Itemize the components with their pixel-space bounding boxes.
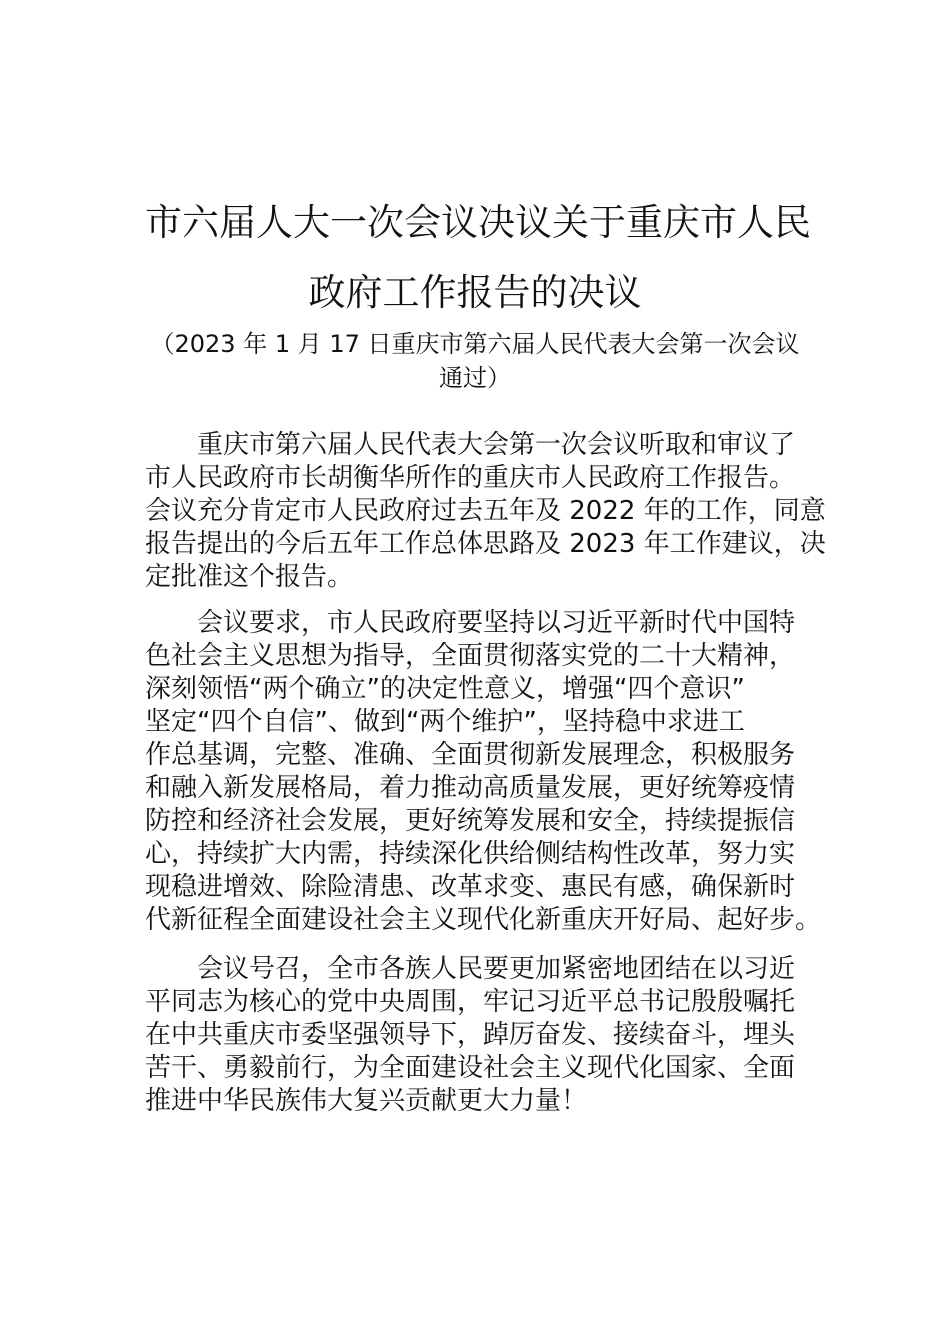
paragraph-line: 作总基调，完整、准确、全面贯彻新发展理念，积极服务 (145, 740, 796, 770)
paragraph-line: 会议号召，全市各族人民要更加紧密地团结在以习近 (197, 954, 796, 984)
paragraph-line: 色社会主义思想为指导，全面贯彻落实党的二十大精神， (145, 641, 796, 671)
paragraph-line: 重庆市第六届人民代表大会第一次会议听取和审议了 (197, 430, 796, 460)
paragraph-line: 会议充分肯定市人民政府过去五年及 2022 年的工作，同意 (145, 496, 826, 526)
paragraph-line: 代新征程全面建设社会主义现代化新重庆开好局、起好步。 (145, 905, 822, 935)
paragraph-1 (145, 429, 826, 594)
paragraph-line: 会议要求，市人民政府要坚持以习近平新时代中国特 (197, 608, 796, 638)
paragraph-line: 报告提出的今后五年工作总体思路及 2023 年工作建议，决 (145, 529, 826, 559)
paragraph-line: 在中共重庆市委坚强领导下，踔厉奋发、接续奋斗，埋头 (145, 1020, 796, 1050)
document-subtitle-line-2: 通过） (439, 364, 511, 392)
paragraph-line: 坚定“四个自信”、做到“两个维护”，坚持稳中求进工 (145, 707, 745, 737)
paragraph-line: 苦干、勇毅前行，为全面建设社会主义现代化国家、全面 (145, 1053, 796, 1083)
paragraph-line: 市人民政府市长胡衡华所作的重庆市人民政府工作报告。 (145, 463, 796, 493)
paragraph-3 (145, 953, 810, 1118)
paragraph-line: 平同志为核心的党中央周围，牢记习近平总书记殷殷嘱托 (145, 987, 796, 1017)
paragraph-line: 推进中华民族伟大复兴贡献更大力量！ (145, 1086, 588, 1116)
document-title-line-1: 市六届人大一次会议决议关于重庆市人民 (145, 201, 811, 244)
paragraph-line: 防控和经济社会发展，更好统筹发展和安全，持续提振信 (145, 806, 796, 836)
paragraph-line: 现稳进增效、除险清患、改革求变、惠民有感，确保新时 (145, 872, 796, 902)
paragraph-line: 深刻领悟“两个确立”的决定性意义，增强“四个意识” (145, 674, 745, 704)
paragraph-line: 和融入新发展格局，着力推动高质量发展，更好统筹疫情 (145, 773, 796, 803)
document-title-line-2: 政府工作报告的决议 (308, 271, 642, 314)
paragraph-line: 心，持续扩大内需，持续深化供给侧结构性改革，努力实 (145, 839, 796, 869)
document-subtitle-line-1: （2023 年 1 月 17 日重庆市第六届人民代表大会第一次会议 (150, 330, 800, 358)
paragraph-line: 定批准这个报告。 (145, 562, 354, 592)
paragraph-2 (145, 607, 822, 937)
